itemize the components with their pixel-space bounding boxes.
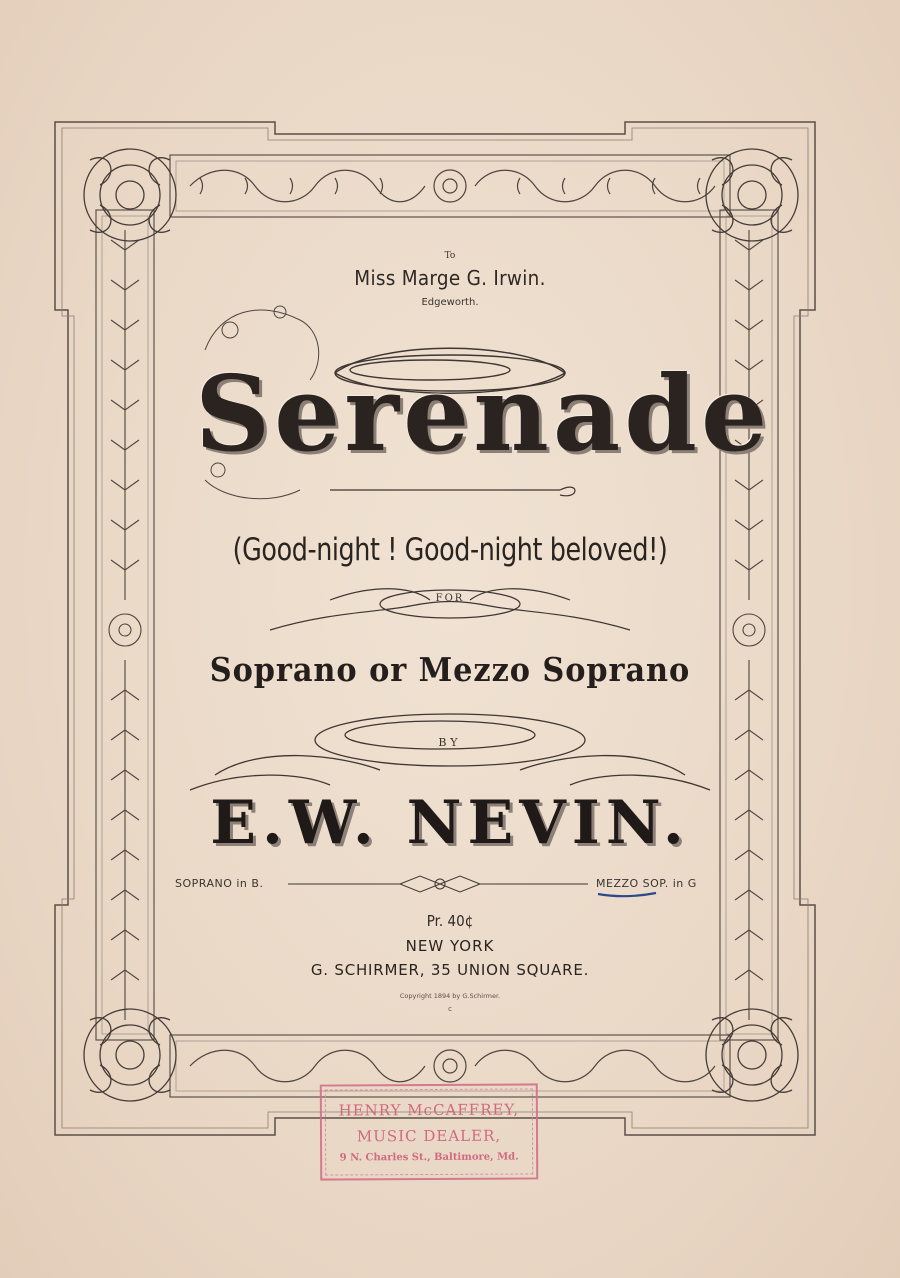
stamp-dealer-title: MUSIC DEALER,	[356, 1126, 502, 1146]
dedication-to: To	[444, 251, 456, 261]
stamp-dealer-address: 9 N. Charles St., Baltimore, Md.	[339, 1151, 519, 1164]
copyright-notice: Copyright 1894 by G.Schirmer.	[399, 992, 501, 1000]
stamp-dealer-name: HENRY McCAFFREY,	[338, 1100, 520, 1120]
voice-designation: Soprano or Mezzo Soprano	[209, 650, 691, 689]
title: Serenade	[195, 352, 772, 475]
price: Pr. 40¢	[426, 912, 474, 930]
publisher-city: NEW YORK	[405, 937, 495, 955]
composer-name: E.W. NEVIN.	[210, 788, 690, 858]
edition-mezzo: MEZZO SOP. in G	[596, 877, 697, 890]
dedication-name: Miss Marge G. Irwin.	[354, 266, 546, 290]
edition-soprano: SOPRANO in B.	[175, 877, 264, 890]
by-label: BY	[438, 736, 462, 749]
publisher-name: G. SCHIRMER, 35 UNION SQUARE.	[310, 961, 590, 979]
for-label: FOR	[435, 593, 465, 604]
dedication-place: Edgeworth.	[421, 297, 479, 308]
plate-mark: c	[448, 1005, 452, 1013]
dealer-stamp	[320, 1083, 538, 1180]
subtitle: (Good-night ! Good-night beloved!)	[232, 532, 668, 568]
